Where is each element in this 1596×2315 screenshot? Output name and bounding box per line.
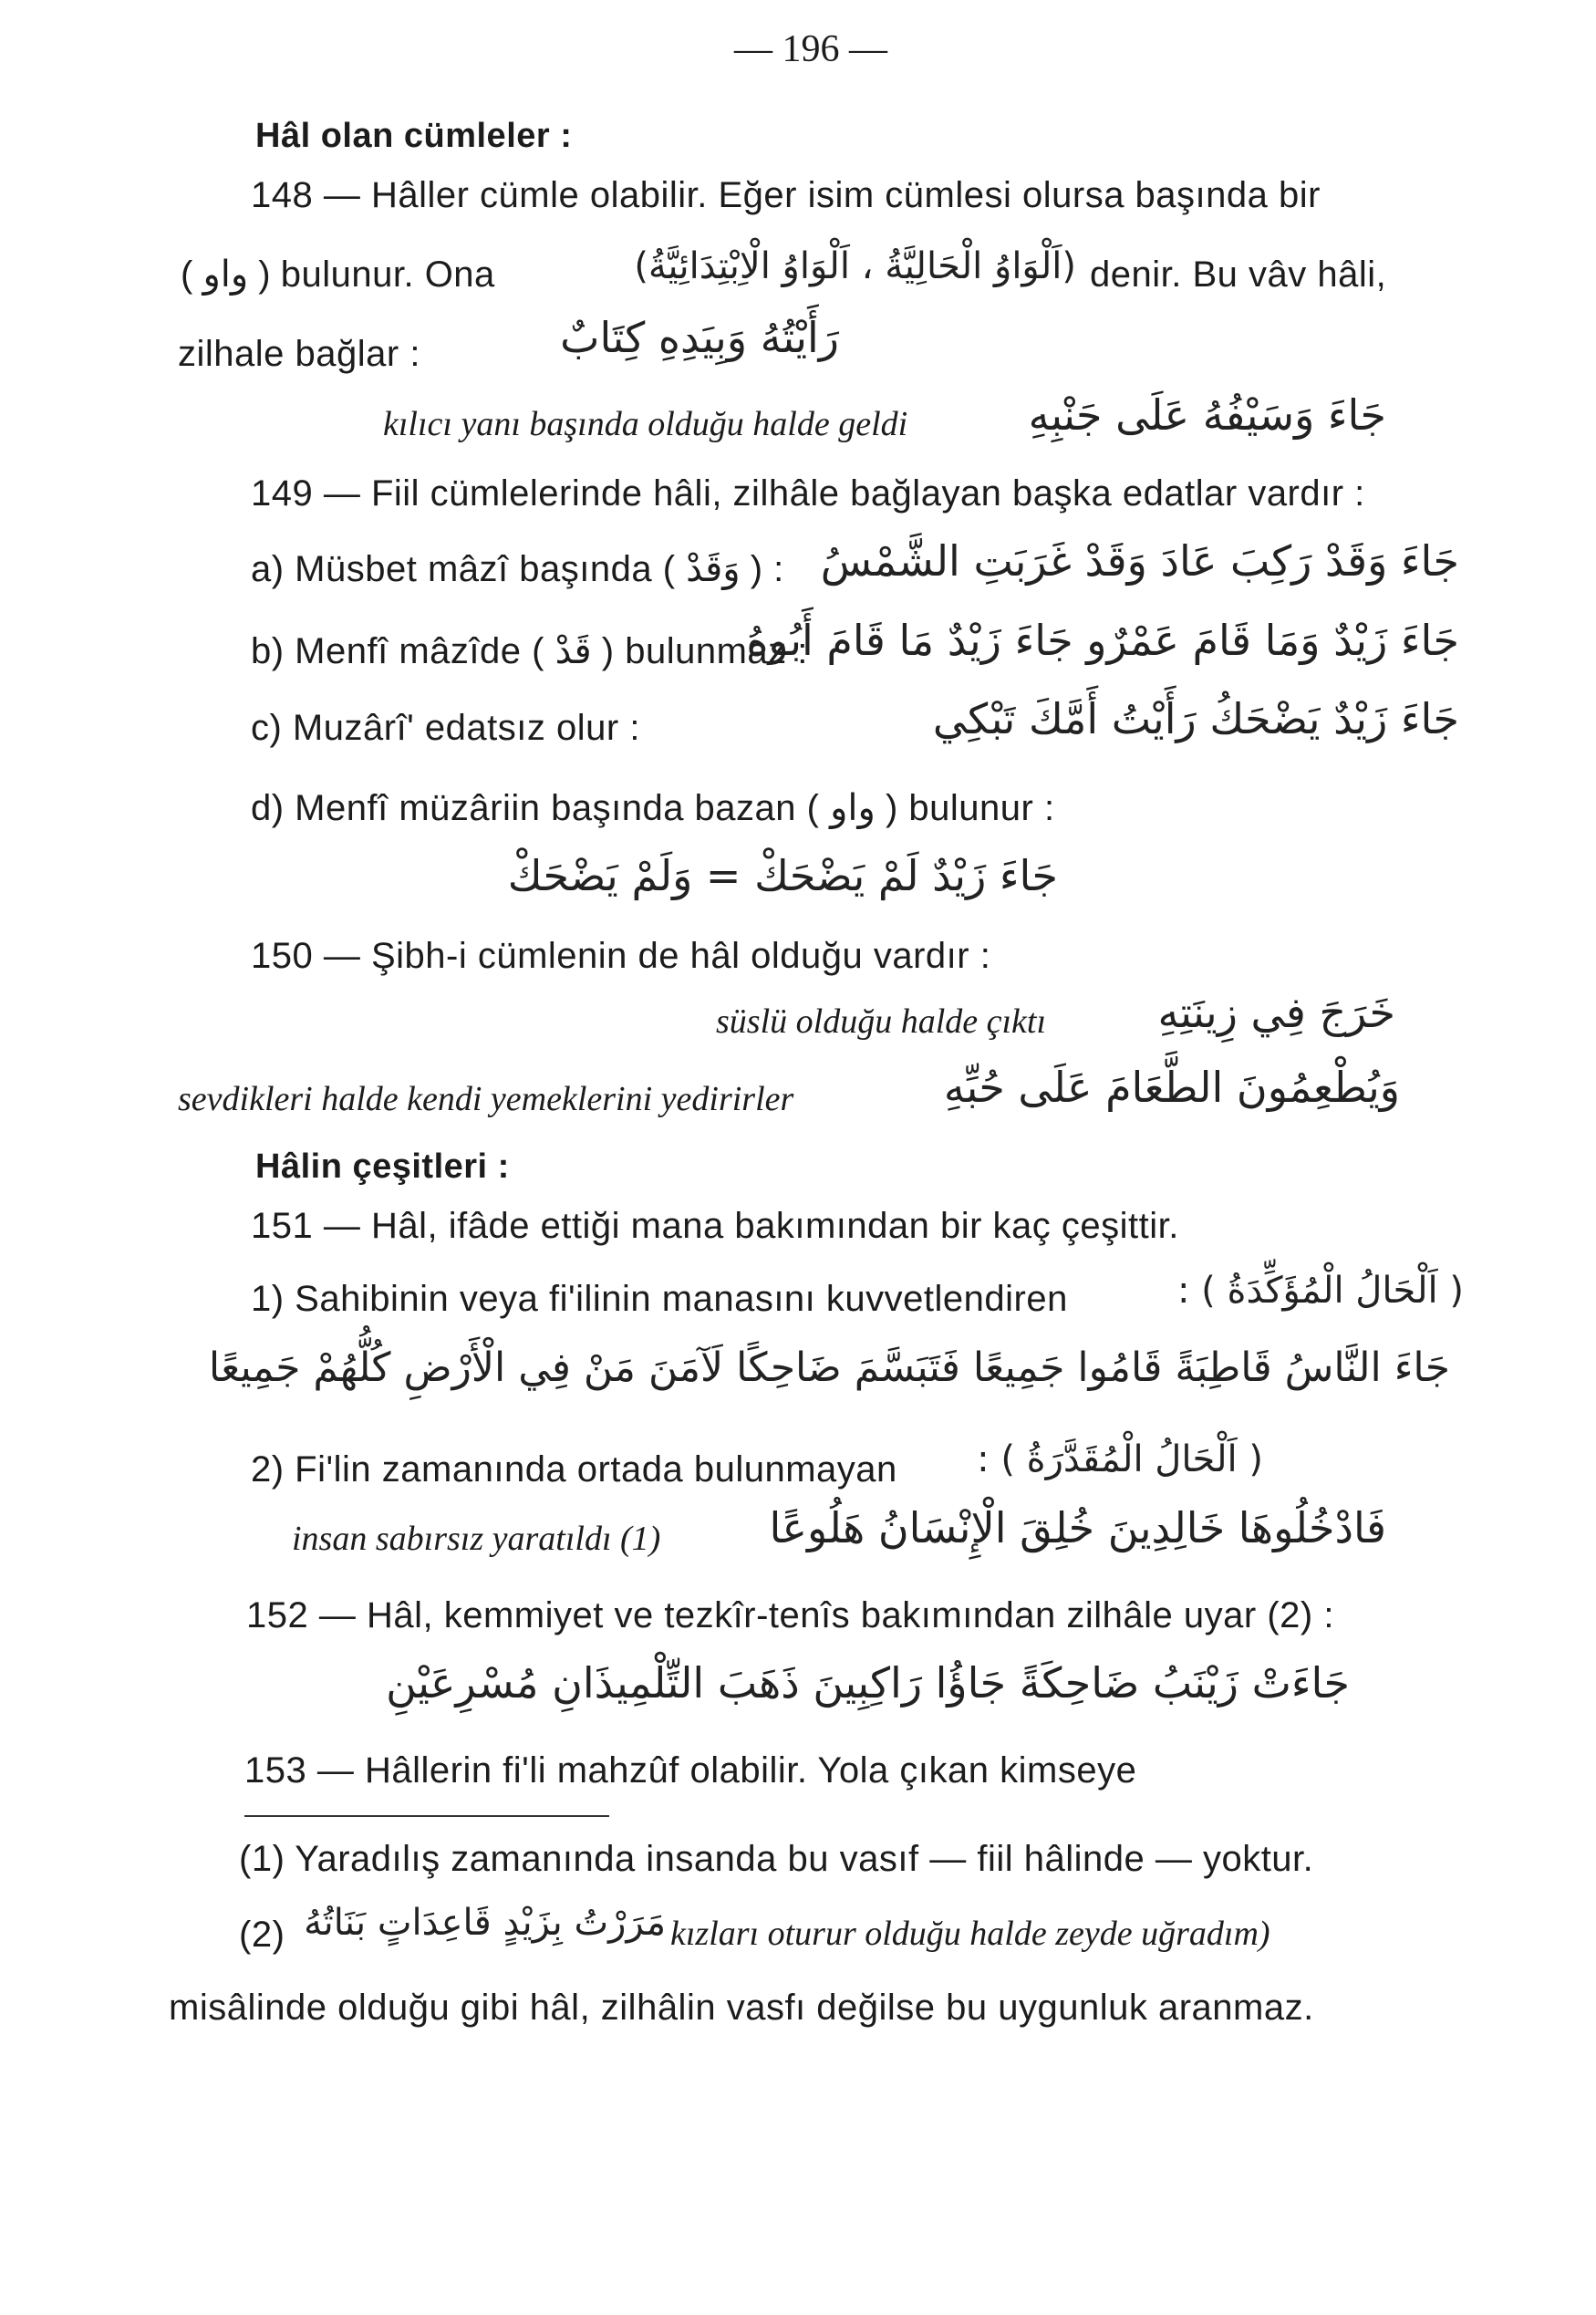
p148-line4-arabic: جَاءَ وَسَيْفُهُ عَلَى جَنْبِهِ	[1028, 390, 1386, 440]
p152-examples: جَاءَتْ زَيْنَبُ ضَاحِكَةً جَاؤُا رَاكِبِينَ ذَهَبَ التِّلْمِيذَانِ مُسْرِعَيْنِ	[386, 1658, 1350, 1708]
footnote-2-translation: kızları oturur olduğu halde zeyde uğradım)	[670, 1915, 1270, 1953]
p151-two-arabic: ( اَلْحَالُ الْمُقَدَّرَةُ ) :	[977, 1438, 1263, 1480]
p150-ex1-translation: süslü olduğu halde çıktı	[716, 1002, 1047, 1041]
footnote-2-line2: misâlinde olduğu gibi hâl, zilhâlin vasfı değilse bu uygunluk aranmaz.	[169, 1988, 1314, 2028]
p148-line2-a: ( واو ) bulunur. Ona	[181, 254, 495, 295]
p149-b-label: b) Menfî mâzîde ( قَدْ ) bulunmaz :	[251, 631, 808, 671]
section-heading-hal-olan: Hâl olan cümleler :	[255, 117, 573, 155]
p149-d-label: d) Menfî müzâriin başında bazan ( واو ) bulunur :	[251, 788, 1055, 828]
p148-line2-arabic: (اَلْوَاوُ الْحَالِيَّةُ ، اَلْوَاوُ الْاِبْتِدَائِيَّةُ)	[634, 245, 1076, 287]
footnote-2-number: (2)	[239, 1915, 285, 1955]
p150-ex2-arabic: وَيُطْعِمُونَ الطَّعَامَ عَلَى حُبِّهِ	[943, 1063, 1400, 1112]
p150-ex1-arabic: خَرَجَ فِي زِينَتِهِ	[1157, 988, 1395, 1037]
p149-b-arabic: جَاءَ زَيْدٌ وَمَا قَامَ عَمْرٌو جَاءَ زَيْدٌ مَا قَامَ أَبُوهُ	[746, 616, 1459, 665]
footnote-1: (1) Yaradılış zamanında insanda bu vasıf — fiil hâlinde — yoktur.	[239, 1839, 1314, 1879]
p152-intro: 152 — Hâl, kemmiyet ve tezkîr-tenîs bakımından zilhâle uyar (2) :	[246, 1595, 1334, 1635]
p148-line2-b: denir. Bu vâv hâli,	[1090, 254, 1387, 295]
p150-ex2-translation: sevdikleri halde kendi yemeklerini yedirirler	[178, 1080, 794, 1118]
p149-a-label: a) Müsbet mâzî başında ( وَقَدْ ) :	[251, 549, 784, 589]
footnote-divider	[244, 1815, 609, 1817]
p148-line4-translation: kılıcı yanı başında olduğu halde geldi	[383, 405, 908, 443]
p149-a-arabic: جَاءَ وَقَدْ رَكِبَ عَادَ وَقَدْ غَرَبَتِ الشَّمْسُ	[820, 536, 1459, 586]
page-number: — 196 —	[734, 28, 887, 70]
p153-intro: 153 — Hâllerin fi'li mahzûf olabilir. Yola çıkan kimseye	[244, 1750, 1137, 1791]
p149-intro: 149 — Fiil cümlelerinde hâli, zilhâle bağlayan başka edatlar vardır :	[251, 473, 1365, 514]
p151-one-label: 1) Sahibinin veya fi'ilinin manasını kuvvetlendiren	[251, 1279, 1068, 1319]
p148-line1: 148 — Hâller cümle olabilir. Eğer isim cümlesi olursa başında bir	[251, 175, 1321, 215]
p151-two-translation: insan sabırsız yaratıldı (1)	[292, 1520, 661, 1558]
p148-line3-arabic: رَأَيْتُهُ وَبِيَدِهِ كِتَابٌ	[560, 313, 839, 362]
p151-intro: 151 — Hâl, ifâde ettiği mana bakımından bir kaç çeşittir.	[251, 1206, 1179, 1246]
section-heading-halin-cesitleri: Hâlin çeşitleri :	[255, 1147, 510, 1186]
footnote-2-arabic: مَرَرْتُ بِزَيْدٍ قَاعِدَاتٍ بَنَاتُهُ	[304, 1902, 666, 1944]
p151-two-label: 2) Fi'lin zamanında ortada bulunmayan	[251, 1449, 897, 1490]
p149-c-arabic: جَاءَ زَيْدٌ يَضْحَكُ رَأَيْتُ أَمَّكَ تَبْكِي	[932, 694, 1459, 743]
p151-one-arabic: ( اَلْحَالُ الْمُؤَكِّدَةُ ) :	[1176, 1270, 1464, 1312]
p151-two-examples: فَادْخُلُوهَا خَالِدِينَ خُلِقَ الْإِنْسَانُ هَلُوعًا	[769, 1503, 1386, 1552]
p148-line3-a: zilhale bağlar :	[178, 334, 420, 374]
p149-d-arabic: جَاءَ زَيْدٌ لَمْ يَضْحَكْ = وَلَمْ يَضْحَكْ	[507, 851, 1058, 900]
p151-one-examples: جَاءَ النَّاسُ قَاطِبَةً قَامُوا جَمِيعًا فَتَبَسَّمَ ضَاحِكًا لَآمَنَ مَنْ فِي الْأَرْضِ كُلُّهُمْ جَمِيعًا	[208, 1344, 1450, 1391]
p150-intro: 150 — Şibh-i cümlenin de hâl olduğu vardır :	[251, 936, 991, 976]
p149-c-label: c) Muzârî' edatsız olur :	[251, 708, 640, 748]
